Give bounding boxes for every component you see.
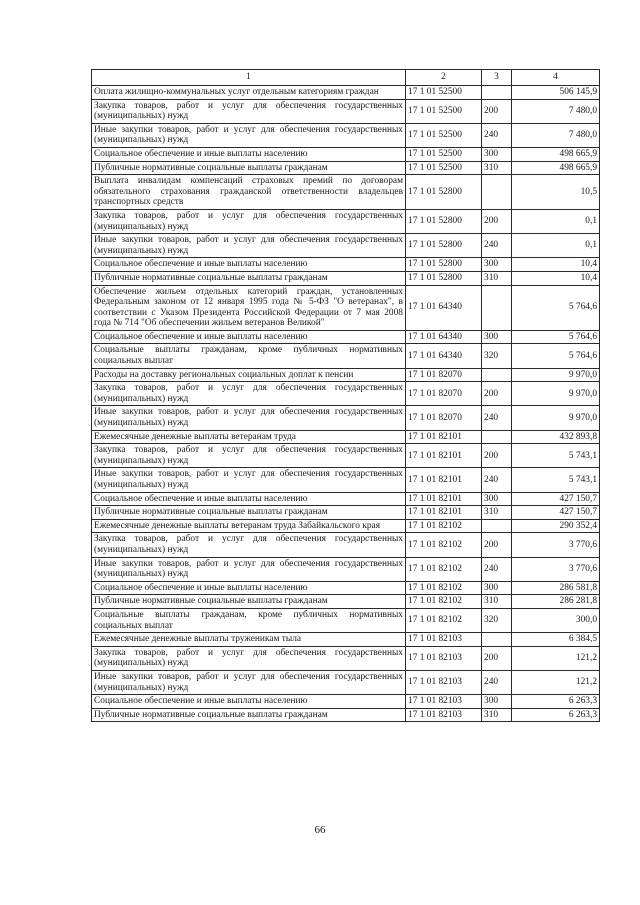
cell-expense-type: 200 xyxy=(482,444,512,468)
cell-target-code: 17 1 01 82102 xyxy=(406,519,482,533)
cell-target-code: 17 1 01 52500 xyxy=(406,86,482,100)
cell-target-code: 17 1 01 64340 xyxy=(406,285,482,330)
cell-amount: 9 970,0 xyxy=(512,382,600,406)
cell-target-code: 17 1 01 82101 xyxy=(406,506,482,520)
cell-amount: 300,0 xyxy=(512,608,600,632)
cell-expense-name: Иные закупки товаров, работ и услуг для обеспечения государственных (муниципальных) нужд xyxy=(92,123,406,147)
table-row xyxy=(92,506,600,520)
table-row xyxy=(92,533,600,557)
cell-target-code: 17 1 01 82102 xyxy=(406,557,482,581)
cell-expense-name: Оплата жилищно-коммунальных услуг отдельным категориям граждан xyxy=(92,86,406,100)
table-row xyxy=(92,557,600,581)
cell-amount: 5 743,1 xyxy=(512,444,600,468)
table-row xyxy=(92,147,600,161)
cell-expense-name: Социальные выплаты гражданам, кроме публичных нормативных социальных выплат xyxy=(92,344,406,368)
cell-expense-name: Обеспечение жильем отдельных категорий граждан, установленных Федеральным законом от 12 января 1995 года № 5-ФЗ "О ветеранах", в соответствии с Указом Президента Российской Федерации от 7 мая 2008 года № 714 "Об обеспечении жильем ветеранов Великой" xyxy=(92,285,406,330)
cell-expense-name: Публичные нормативные социальные выплаты гражданам xyxy=(92,595,406,609)
cell-expense-type: 300 xyxy=(482,581,512,595)
header-row xyxy=(92,70,600,86)
cell-amount: 5 743,1 xyxy=(512,468,600,492)
cell-expense-name: Закупка товаров, работ и услуг для обеспечения государственных (муниципальных) нужд xyxy=(92,444,406,468)
table-row xyxy=(92,581,600,595)
cell-expense-name: Закупка товаров, работ и услуг для обеспечения государственных (муниципальных) нужд xyxy=(92,646,406,670)
cell-expense-name: Закупка товаров, работ и услуг для обеспечения государственных (муниципальных) нужд xyxy=(92,533,406,557)
cell-expense-type: 300 xyxy=(482,258,512,272)
table-header xyxy=(92,70,600,86)
cell-expense-name: Иные закупки товаров, работ и услуг для обеспечения государственных (муниципальных) нужд xyxy=(92,670,406,694)
cell-amount: 286 281,8 xyxy=(512,595,600,609)
cell-expense-name: Закупка товаров, работ и услуг для обеспечения государственных (муниципальных) нужд xyxy=(92,99,406,123)
cell-expense-type xyxy=(482,633,512,647)
cell-expense-type: 200 xyxy=(482,99,512,123)
cell-amount: 3 770,6 xyxy=(512,557,600,581)
cell-target-code: 17 1 01 52500 xyxy=(406,147,482,161)
cell-expense-name: Иные закупки товаров, работ и услуг для обеспечения государственных (муниципальных) нужд xyxy=(92,406,406,430)
table-row xyxy=(92,444,600,468)
cell-target-code: 17 1 01 82103 xyxy=(406,708,482,722)
cell-expense-type: 200 xyxy=(482,533,512,557)
cell-target-code: 17 1 01 82103 xyxy=(406,695,482,709)
cell-expense-name: Ежемесячные денежные выплаты ветеранам труда xyxy=(92,430,406,444)
cell-amount: 10,5 xyxy=(512,175,600,210)
cell-target-code: 17 1 01 52800 xyxy=(406,209,482,233)
cell-target-code: 17 1 01 52800 xyxy=(406,271,482,285)
cell-target-code: 17 1 01 82070 xyxy=(406,382,482,406)
cell-expense-name: Закупка товаров, работ и услуг для обеспечения государственных (муниципальных) нужд xyxy=(92,209,406,233)
table-row xyxy=(92,468,600,492)
table-row xyxy=(92,670,600,694)
cell-expense-type: 240 xyxy=(482,557,512,581)
table-row xyxy=(92,595,600,609)
cell-amount: 290 352,4 xyxy=(512,519,600,533)
cell-target-code: 17 1 01 82103 xyxy=(406,646,482,670)
cell-expense-type: 240 xyxy=(482,234,512,258)
cell-expense-type: 310 xyxy=(482,161,512,175)
cell-expense-name: Закупка товаров, работ и услуг для обеспечения государственных (муниципальных) нужд xyxy=(92,382,406,406)
cell-amount: 121,2 xyxy=(512,670,600,694)
cell-amount: 427 150,7 xyxy=(512,492,600,506)
cell-target-code: 17 1 01 82070 xyxy=(406,406,482,430)
cell-amount: 6 263,3 xyxy=(512,708,600,722)
cell-target-code: 17 1 01 82103 xyxy=(406,670,482,694)
cell-target-code: 17 1 01 82102 xyxy=(406,608,482,632)
cell-amount: 6 384,5 xyxy=(512,633,600,647)
table-row xyxy=(92,708,600,722)
table-row xyxy=(92,382,600,406)
cell-target-code: 17 1 01 64340 xyxy=(406,344,482,368)
cell-expense-type: 310 xyxy=(482,708,512,722)
cell-target-code: 17 1 01 52800 xyxy=(406,175,482,210)
cell-expense-type: 200 xyxy=(482,646,512,670)
cell-expense-name: Ежемесячные денежные выплаты ветеранам труда Забайкальского края xyxy=(92,519,406,533)
cell-expense-name: Социальное обеспечение и иные выплаты населению xyxy=(92,581,406,595)
cell-target-code: 17 1 01 82102 xyxy=(406,595,482,609)
cell-amount: 6 263,3 xyxy=(512,695,600,709)
cell-expense-name: Выплата инвалидам компенсаций страховых премий по договорам обязательного страхования гражданской ответственности владельцев транспортных средств xyxy=(92,175,406,210)
cell-expense-type xyxy=(482,430,512,444)
cell-expense-name: Социальное обеспечение и иные выплаты населению xyxy=(92,147,406,161)
cell-expense-name: Иные закупки товаров, работ и услуг для обеспечения государственных (муниципальных) нужд xyxy=(92,557,406,581)
header-cell-amount: 4 xyxy=(512,70,600,86)
table-row xyxy=(92,695,600,709)
table-row xyxy=(92,234,600,258)
table-row xyxy=(92,406,600,430)
cell-expense-type: 320 xyxy=(482,608,512,632)
table-row xyxy=(92,161,600,175)
cell-target-code: 17 1 01 82102 xyxy=(406,533,482,557)
cell-expense-type xyxy=(482,285,512,330)
cell-expense-name: Социальное обеспечение и иные выплаты населению xyxy=(92,330,406,344)
cell-expense-type: 310 xyxy=(482,595,512,609)
cell-target-code: 17 1 01 82101 xyxy=(406,430,482,444)
cell-amount: 498 665,9 xyxy=(512,147,600,161)
table-row xyxy=(92,209,600,233)
table-row xyxy=(92,330,600,344)
cell-amount: 7 480,0 xyxy=(512,99,600,123)
table-row xyxy=(92,633,600,647)
cell-amount: 9 970,0 xyxy=(512,368,600,382)
cell-expense-name: Иные закупки товаров, работ и услуг для обеспечения государственных (муниципальных) нужд xyxy=(92,468,406,492)
table-row xyxy=(92,430,600,444)
cell-amount: 10,4 xyxy=(512,271,600,285)
table-row xyxy=(92,271,600,285)
cell-expense-type: 300 xyxy=(482,147,512,161)
cell-amount: 121,2 xyxy=(512,646,600,670)
cell-expense-name: Публичные нормативные социальные выплаты гражданам xyxy=(92,161,406,175)
cell-expense-type xyxy=(482,175,512,210)
cell-expense-type: 240 xyxy=(482,123,512,147)
table-row xyxy=(92,175,600,210)
budget-table xyxy=(91,69,600,722)
cell-target-code: 17 1 01 82103 xyxy=(406,633,482,647)
cell-amount: 9 970,0 xyxy=(512,406,600,430)
cell-amount: 427 150,7 xyxy=(512,506,600,520)
cell-expense-name: Публичные нормативные социальные выплаты гражданам xyxy=(92,708,406,722)
cell-expense-name: Социальное обеспечение и иные выплаты населению xyxy=(92,258,406,272)
cell-target-code: 17 1 01 82101 xyxy=(406,468,482,492)
cell-expense-type: 240 xyxy=(482,468,512,492)
cell-expense-type xyxy=(482,86,512,100)
cell-target-code: 17 1 01 52500 xyxy=(406,161,482,175)
cell-expense-type: 200 xyxy=(482,209,512,233)
cell-expense-name: Публичные нормативные социальные выплаты гражданам xyxy=(92,506,406,520)
cell-expense-type: 310 xyxy=(482,506,512,520)
table-row xyxy=(92,368,600,382)
cell-expense-type xyxy=(482,519,512,533)
cell-expense-type: 240 xyxy=(482,406,512,430)
table-row xyxy=(92,344,600,368)
cell-amount: 498 665,9 xyxy=(512,161,600,175)
cell-amount: 3 770,6 xyxy=(512,533,600,557)
cell-amount: 5 764,6 xyxy=(512,344,600,368)
cell-amount: 286 581,8 xyxy=(512,581,600,595)
header-cell-code: 2 xyxy=(406,70,482,86)
cell-expense-name: Расходы на доставку региональных социальных доплат к пенсии xyxy=(92,368,406,382)
cell-amount: 5 764,6 xyxy=(512,285,600,330)
page-number: 66 xyxy=(314,824,326,836)
cell-amount: 5 764,6 xyxy=(512,330,600,344)
cell-expense-type: 310 xyxy=(482,271,512,285)
cell-amount: 10,4 xyxy=(512,258,600,272)
cell-expense-type: 320 xyxy=(482,344,512,368)
table-row xyxy=(92,492,600,506)
table-row xyxy=(92,519,600,533)
table-row xyxy=(92,608,600,632)
cell-expense-name: Ежемесячные денежные выплаты труженикам тыла xyxy=(92,633,406,647)
cell-target-code: 17 1 01 64340 xyxy=(406,330,482,344)
cell-target-code: 17 1 01 82101 xyxy=(406,444,482,468)
cell-expense-name: Социальные выплаты гражданам, кроме публичных нормативных социальных выплат xyxy=(92,608,406,632)
cell-target-code: 17 1 01 82070 xyxy=(406,368,482,382)
cell-amount: 506 145,9 xyxy=(512,86,600,100)
cell-expense-name: Социальное обеспечение и иные выплаты населению xyxy=(92,695,406,709)
table-row xyxy=(92,285,600,330)
cell-target-code: 17 1 01 52500 xyxy=(406,99,482,123)
table-row xyxy=(92,99,600,123)
table-row xyxy=(92,646,600,670)
cell-expense-type: 300 xyxy=(482,695,512,709)
table-row xyxy=(92,86,600,100)
cell-expense-name: Социальное обеспечение и иные выплаты населению xyxy=(92,492,406,506)
cell-expense-name: Иные закупки товаров, работ и услуг для обеспечения государственных (муниципальных) нужд xyxy=(92,234,406,258)
cell-amount: 0,1 xyxy=(512,234,600,258)
table-body xyxy=(92,86,600,722)
cell-target-code: 17 1 01 82101 xyxy=(406,492,482,506)
table-row xyxy=(92,258,600,272)
cell-amount: 0,1 xyxy=(512,209,600,233)
cell-expense-type: 300 xyxy=(482,492,512,506)
cell-expense-type: 200 xyxy=(482,382,512,406)
cell-expense-type xyxy=(482,368,512,382)
cell-expense-type: 240 xyxy=(482,670,512,694)
header-cell-name: 1 xyxy=(92,70,406,86)
cell-target-code: 17 1 01 52500 xyxy=(406,123,482,147)
cell-expense-type: 300 xyxy=(482,330,512,344)
cell-amount: 432 893,8 xyxy=(512,430,600,444)
cell-expense-name: Публичные нормативные социальные выплаты гражданам xyxy=(92,271,406,285)
cell-target-code: 17 1 01 52800 xyxy=(406,234,482,258)
table-row xyxy=(92,123,600,147)
cell-amount: 7 480,0 xyxy=(512,123,600,147)
cell-target-code: 17 1 01 82102 xyxy=(406,581,482,595)
header-cell-type: 3 xyxy=(482,70,512,86)
cell-target-code: 17 1 01 52800 xyxy=(406,258,482,272)
